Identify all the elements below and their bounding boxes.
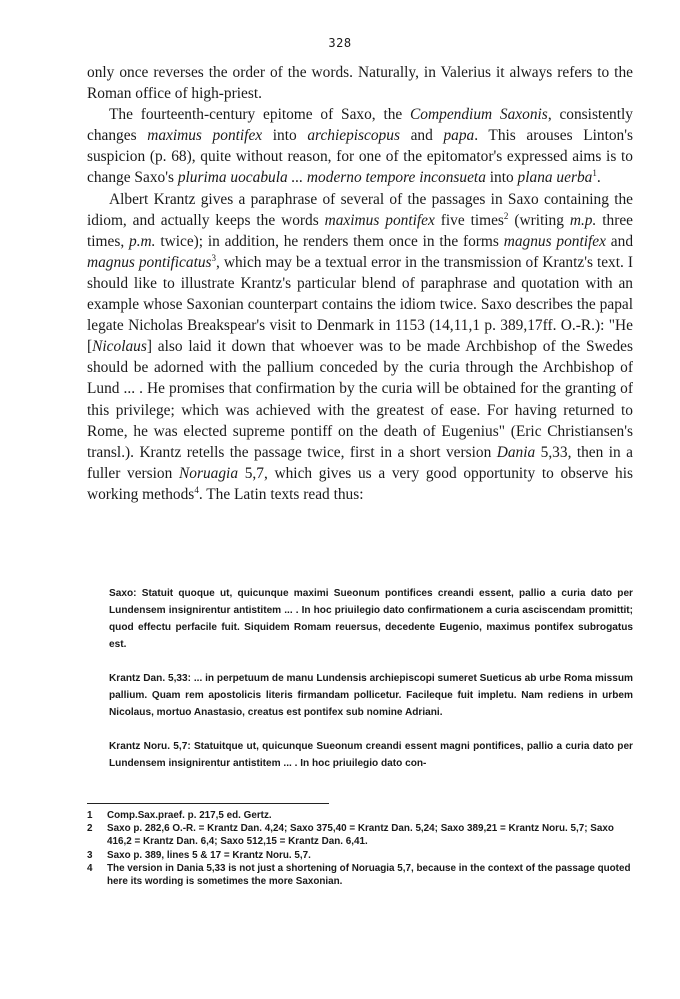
italic-term: magnus pontifex: [503, 232, 606, 250]
text-run: twice); in addition, he renders them once in the forms: [155, 232, 504, 250]
italic-term: m.p.: [569, 211, 597, 229]
footnote-divider: [87, 803, 329, 804]
text-run: 5,33, then in a fuller version: [87, 443, 633, 482]
footnote-marker: 2: [503, 210, 509, 221]
footnote-number: 3: [87, 849, 93, 861]
text-run: , consistently changes: [87, 106, 633, 145]
italic-term: magnus pontificatus: [87, 253, 212, 271]
italic-term: plana uerba: [517, 169, 593, 187]
footnote-number: 4: [87, 862, 93, 874]
footnote: [87, 849, 633, 862]
paragraph-1: only once reverses the order of the words. Naturally, in Valerius it always refers to the Roman office of high-priest.: [87, 64, 633, 103]
quote-krantz-dania: Krantz Dan. 5,33: ... in perpetuum de manu Lundensis archiepiscopi sumeret Sueticus ab urbe Roma missum pallium. Quam rem apostolicis literis firmandam pollicetur. Facileque fuit impletu. Nam rediens in urbem Nicolaus, mortuo Anastasio, creatus est pontifex sub nomine Adriani.: [109, 673, 633, 718]
paragraph-3: [87, 189, 633, 505]
text-run: three times,: [87, 211, 634, 250]
italic-term: maximus pontifex: [324, 211, 435, 229]
text-run: Albert Krantz gives a paraphrase of several of the passages in Saxo containing the idiom, and actually keeps the words: [87, 190, 633, 229]
footnote-marker: 3: [211, 252, 217, 263]
footnote-text: Saxo p. 389, lines 5 & 17 = Krantz Noru. 5,7.: [107, 849, 311, 861]
footnote-text: Saxo p. 282,6 O.-R. = Krantz Dan. 4,24; Saxo 375,40 = Krantz Dan. 5,24; Saxo 389,21 = Krantz Noru. 5,7; Saxo 416,2 = Krantz Dan. 6,4; Saxo 512,15 = Krantz Dan. 6,41.: [107, 823, 614, 848]
paragraph-2: [87, 104, 633, 188]
text-run: into: [262, 127, 308, 145]
italic-term: Noruagia: [179, 464, 239, 482]
text-run: 5,7, which gives us a very good opportunity to observe his working methods: [87, 464, 633, 503]
text-run: (writing: [508, 211, 570, 229]
text-run: into: [485, 169, 518, 187]
italic-term: maximus pontifex: [147, 127, 263, 145]
text-run: and: [605, 232, 634, 250]
italic-term: plurima uocabula ... moderno tempore inconsueta: [177, 169, 486, 187]
footnote-number: 1: [87, 810, 93, 821]
italic-term: Dania: [496, 443, 536, 461]
text-run: and: [399, 127, 444, 145]
text-run: five times: [434, 211, 504, 229]
text-run: . The Latin texts read thus:: [198, 485, 364, 503]
body-text: [87, 62, 633, 505]
footnote: [87, 809, 633, 822]
italic-term: archiepiscopus: [307, 127, 400, 145]
footnote-number: 2: [87, 823, 93, 835]
text-run: The fourteenth-century epitome of Saxo, the: [109, 106, 411, 124]
italic-term: Compendium Saxonis: [410, 106, 548, 124]
footnote-marker: 1: [592, 168, 597, 179]
italic-term: papa: [443, 127, 475, 145]
text-run: ] also laid it down that whoever was to be made Archbishop of the Swedes should be adorned with the pallium conceded by the curia through the Archbishop of Lund ... . He promises that confirmation by the curia will be obtained for the granting of this privilege; which was achieved with the greatest of ease. For having returned to Rome, he was elected supreme pontiff on the death of Eugenius" (Eric Christiansen's transl.). Krantz retells the passage twice, first in a short version: [87, 338, 633, 461]
footnote-text: The version in Dania 5,33 is not just a shortening of Noruagia 5,7, because in the context of the passage quoted here its wording is sometimes the more Saxonian.: [107, 862, 631, 888]
quote-krantz-noruagia: Krantz Noru. 5,7: Statuitque ut, quicunque Sueonum creandi essent magni pontifices, pallio a curia dato per Lundensem insignirentur antistitem ... . In hoc priuilegio dato con-: [109, 741, 633, 769]
footnotes: [87, 809, 633, 888]
footnote: [87, 822, 633, 848]
latin-quotations: [109, 585, 633, 789]
italic-term: p.m.: [129, 232, 156, 250]
footnote-marker: 4: [194, 484, 199, 495]
quote-saxo: Saxo: Statuit quoque ut, quicunque maximi Sueonum pontifices creandi essent, pallio a curia dato per Lundensem insignirentur antistitem ... . In hoc priuilegio dato confirmationem a curia asciscendam promittit; quod effectu perfacile fuit. Siquidem Romam reuersus, decedente Eugenio, maximus pontifex subrogatus est.: [109, 588, 633, 650]
footnote: [87, 862, 633, 888]
text-run: .: [596, 169, 601, 187]
footnote-text: Comp.Sax.praef. p. 217,5 ed. Gertz.: [107, 810, 272, 821]
text-run: . This arouses Linton's suspicion (p. 68), quite without reason, for one of the epitomator's expressed aims is to change Saxo's: [87, 127, 633, 187]
italic-term: Nicolaus: [92, 338, 147, 356]
page-number: 328: [328, 36, 352, 50]
text-run: , which may be a textual error in the transmission of Krantz's text. I should like to illustrate Krantz's particular blend of paraphrase and quotation with an example whose Saxonian counterpart contains the idiom twice. Saxo describes the papal legate Nicholas Breakspear's visit to Denmark in 1153 (14,11,1 p. 389,17ff. O.-R.): "He [: [87, 253, 633, 356]
